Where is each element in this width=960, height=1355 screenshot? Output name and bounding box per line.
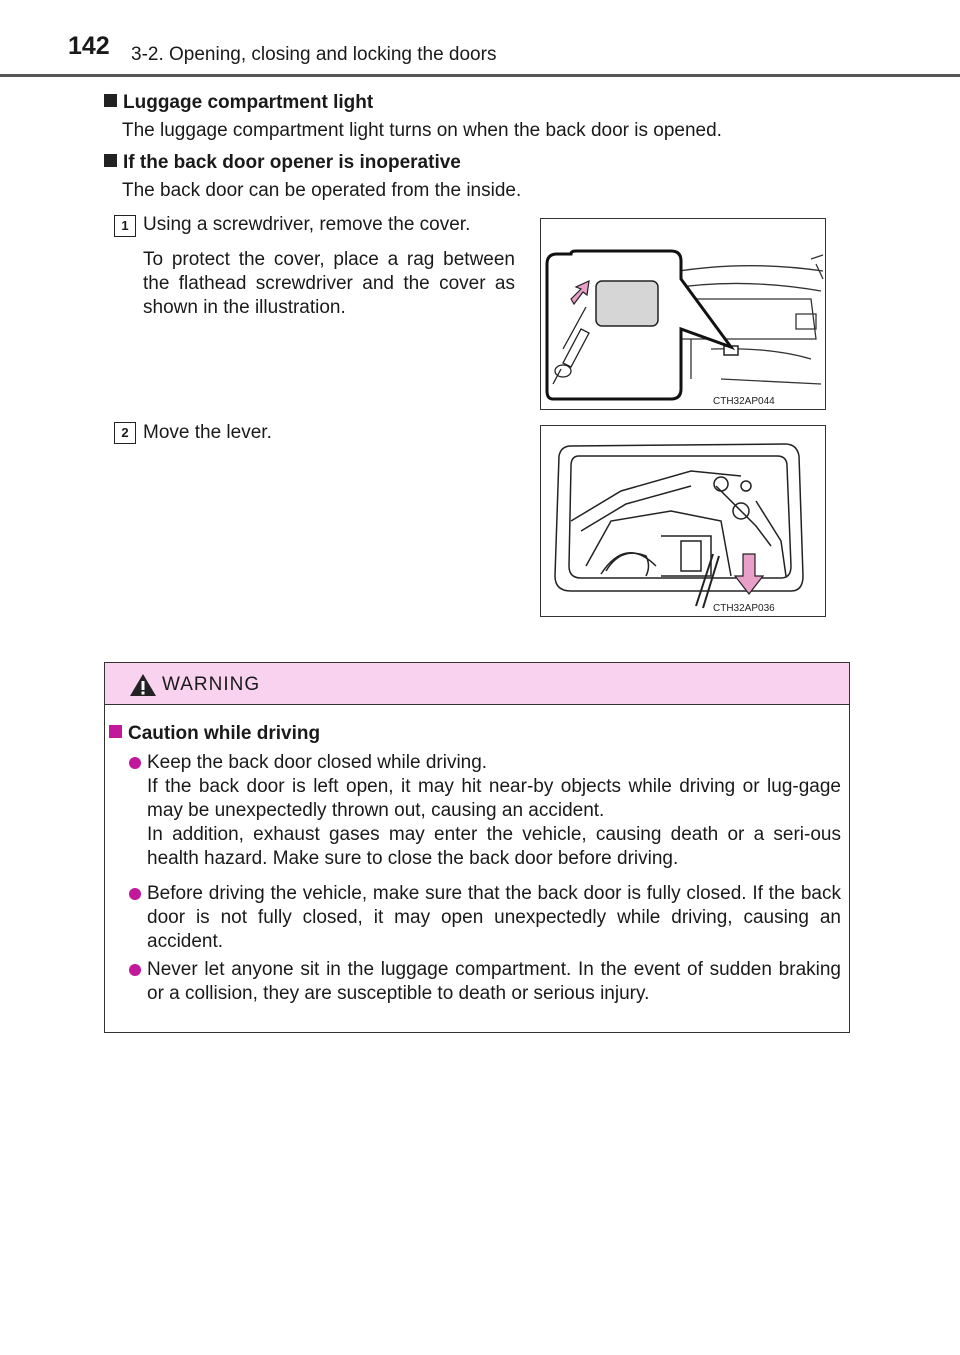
square-bullet-icon: [104, 154, 117, 167]
warning-bullet: Never let anyone sit in the luggage compartment. In the event of sudden braking or a collision, they are susceptible to death or serious injury.: [129, 958, 841, 1006]
page-number: 142: [68, 32, 110, 60]
section-heading-opener-inoperative: If the back door opener is inoperative: [104, 152, 461, 174]
circle-bullet-icon: [129, 888, 141, 900]
warning-bullet: Keep the back door closed while driving. If the back door is left open, it may hit near-by objects while driving or lug-gage may be unexpectedly thrown out, causing an accident. In addition, exhaust gases may enter the vehicle, causing death or a seri-ous health hazard. Make sure to close the back door before driving.: [129, 751, 841, 871]
square-bullet-icon: [109, 725, 122, 738]
step-number-1: 1: [114, 215, 136, 237]
circle-bullet-icon: [129, 757, 141, 769]
chapter-title: 3-2. Opening, closing and locking the doors: [131, 44, 497, 65]
illustration-code: CTH32AP044: [713, 396, 775, 407]
warning-label: WARNING: [162, 674, 261, 695]
warning-heading: Caution while driving: [109, 723, 320, 745]
circle-bullet-icon: [129, 964, 141, 976]
step-1-title: Using a screwdriver, remove the cover.: [143, 214, 471, 235]
square-bullet-icon: [104, 94, 117, 107]
warning-triangle-icon: [129, 673, 157, 697]
warning-header: [105, 663, 849, 705]
header-rule: [0, 74, 960, 77]
step-1-note: To protect the cover, place a rag between the flathead screwdriver and the cover as shown in the illustration.: [143, 249, 515, 318]
illustration-move-lever: [540, 425, 826, 617]
section-heading-luggage-light: Luggage compartment light: [104, 92, 373, 114]
section-text-opener-inoperative: The back door can be operated from the inside.: [122, 180, 522, 201]
step-2-title: Move the lever.: [143, 422, 272, 443]
illustration-remove-cover: [540, 218, 826, 410]
back-door-trim-illustration: [541, 219, 825, 409]
section-text-luggage-light: The luggage compartment light turns on when the back door is opened.: [122, 120, 722, 141]
lever-illustration: [541, 426, 825, 616]
page-header: [0, 0, 960, 80]
warning-bullet: Before driving the vehicle, make sure that the back door is fully closed. If the back door is not fully closed, it may open unexpectedly while driving, causing an accident.: [129, 882, 841, 954]
illustration-code: CTH32AP036: [713, 603, 775, 614]
warning-box: [104, 662, 850, 1033]
step-number-2: 2: [114, 422, 136, 444]
